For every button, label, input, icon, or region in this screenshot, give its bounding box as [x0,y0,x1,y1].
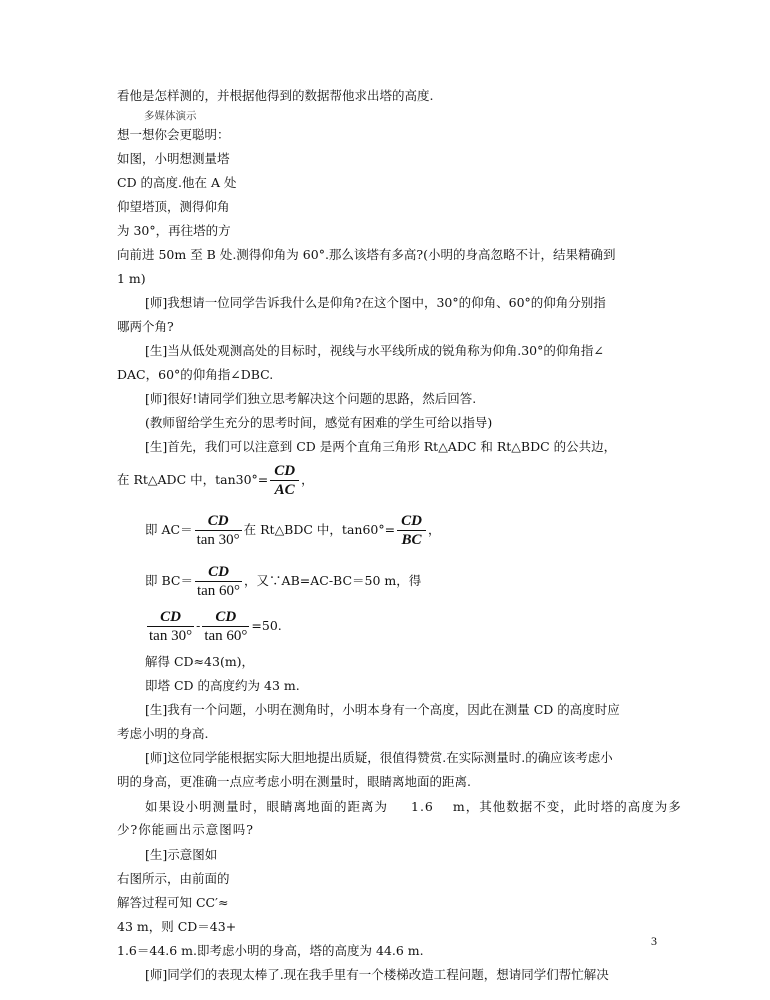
text-line: 如图，小明想测量塔 [117,151,230,166]
formula-text: 即 AC＝ [145,522,193,537]
fraction-denominator: tan 30° [196,532,240,548]
text-line: 解得 CD≈43(m)， [145,654,255,669]
fraction-denominator: tan 60° [204,628,248,644]
text-line: 向前进 50m 至 B 处.测得仰角为 60°.那么该塔有多高?(小明的身高忽略不计，结果精确到 [117,247,616,262]
text-line: 哪两个角? [117,319,174,334]
formula-line [145,608,282,645]
text-line: 1 m) [117,271,146,286]
fraction-numerator: CD [202,608,249,627]
formula-text: ，又∵AB=AC-BC＝50 m，得 [244,573,422,588]
fraction [270,462,299,499]
text-line: (教师留给学生充分的思考时间，感觉有困难的学生可给以指导) [145,415,493,430]
fraction-numerator: CD [147,608,194,627]
fraction [147,608,194,645]
formula-text: 即 BC＝ [145,573,193,588]
text-line: [生]我有一个问题，小明在测角时，小明本身有一个高度，因此在测量 CD 的高度时应 [145,702,620,717]
text-line: 看他是怎样测的，并根据他得到的数据帮他求出塔的高度. [117,88,434,103]
text-line: CD 的高度.他在 A 处 [117,175,237,190]
text-segment: 如果设小明测量时，眼睛离地面的距离为 [145,799,389,814]
text-line: [师]我想请一位同学告诉我什么是仰角?在这个图中，30°的仰角、60°的仰角分别指 [145,295,606,310]
text-line: [师]这位同学能根据实际大胆地提出质疑，很值得赞赏.在实际测量时.的确应该考虑小 [145,750,613,765]
text-line [145,795,682,820]
page-number: 3 [651,934,657,948]
text-line: [生]当从低处观测高处的目标时，视线与水平线所成的锐角称为仰角.30°的仰角指∠ [145,343,604,358]
text-line: 明的身高，更准确一点应考虑小明在测量时，眼睛离地面的距离. [117,774,471,789]
text-line: 少?你能画出示意图吗? [117,822,254,837]
formula-line [145,512,440,549]
text-line: [师]很好!请同学们独立思考解决这个问题的思路，然后回答. [145,391,477,406]
text-line: 1.6＝44.6 m.即考虑小明的身高，塔的高度为 44.6 m. [117,943,424,958]
minus-sign: - [196,618,201,633]
fraction [397,512,426,549]
formula-text: ， [301,472,314,487]
fraction-numerator: CD [270,462,299,481]
text-line: [师]同学们的表现太棒了.现在我手里有一个楼梯改造工程问题，想请同学们帮忙解决 [145,967,609,982]
formula-text: =50. [251,618,282,633]
text-line: 想一想你会更聪明： [117,127,230,142]
fraction [202,608,249,645]
text-segment: 1.6 [411,799,434,814]
text-segment: m，其他数据不变，此时塔的高度为多 [452,799,682,814]
section-label: 多媒体演示 [144,110,197,122]
text-line: 即塔 CD 的高度约为 43 m. [145,678,300,693]
fraction [195,512,242,549]
fraction-numerator: CD [195,563,242,582]
fraction [195,563,242,600]
text-line: 考虑小明的身高. [117,726,209,741]
formula-text: 在 Rt△ADC 中，tan30°= [117,472,269,487]
text-line: 43 m，则 CD＝43+ [117,919,237,934]
text-line: 为 30°，再往塔的方 [117,223,231,238]
fraction-denominator: AC [274,482,295,498]
formula-line [145,563,421,600]
fraction-denominator: tan 60° [196,583,241,599]
fraction-numerator: CD [195,512,242,531]
text-line: 解答过程可知 CC′≈ [117,895,229,910]
text-line: [生]首先，我们可以注意到 CD 是两个直角三角形 Rt△ADC 和 Rt△BDC 的公共边， [145,439,617,454]
text-line: [生]示意图如 [145,847,218,862]
fraction-numerator: CD [397,512,426,531]
text-line: 仰望塔顶，测得仰角 [117,199,230,214]
text-line: DAC，60°的仰角指∠DBC. [117,367,274,382]
fraction-denominator: tan 30° [149,628,193,644]
formula-line [117,462,314,499]
fraction-denominator: BC [401,532,422,548]
formula-text: 在 Rt△BDC 中，tan60°= [243,522,396,537]
text-line: 右图所示，由前面的 [117,871,230,886]
formula-text: ， [427,522,441,537]
